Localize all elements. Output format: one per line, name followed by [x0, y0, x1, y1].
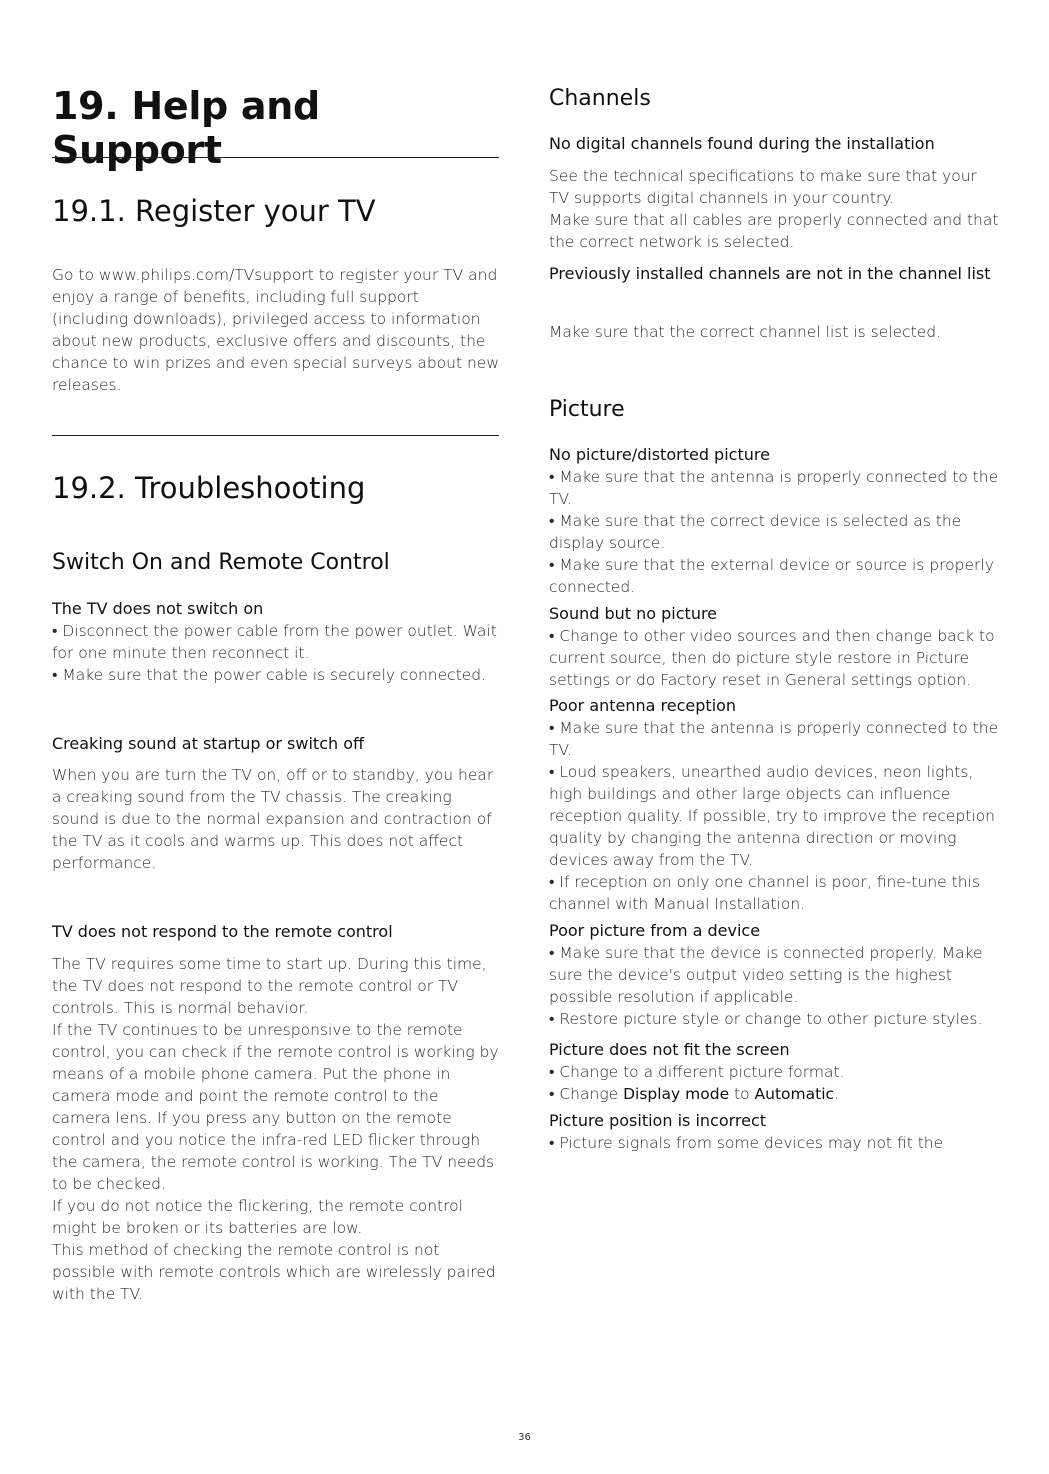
text: to: [729, 1085, 755, 1103]
not-fit-title: Picture does not fit the screen: [549, 1040, 790, 1059]
chapter-title: 19. Help and Support: [52, 84, 320, 172]
page-number: 36: [518, 1432, 531, 1443]
poor-antenna-title: Poor antenna reception: [549, 696, 737, 715]
list-item: • Make sure that the antenna is properly connected to the TV.: [549, 719, 999, 759]
prev-installed-title: Previously installed channels are not in the channel list: [549, 264, 991, 283]
no-digital-body: [549, 165, 999, 253]
term: Automatic: [754, 1085, 835, 1103]
text: .: [834, 1085, 839, 1103]
list-item: • Make sure that the device is connected properly. Make sure the device's output video setting is the highest possible resolution if applicable.: [549, 944, 983, 1006]
text: • Change: [549, 1085, 624, 1103]
no-digital-title: No digital channels found during the installation: [549, 134, 935, 153]
creaking-body: When you are turn the TV on, off or to standby, you hear a creaking sound from the TV chassis. The creaking sound is due to the normal expansion and contraction of the TV as it cools and warms up. This does not affect performance.: [52, 766, 494, 872]
poor-device-body: [549, 942, 999, 1030]
creaking-title: Creaking sound at startup or switch off: [52, 734, 365, 753]
list-item: • Picture signals from some devices may not fit the: [549, 1134, 944, 1152]
list-item: • If reception on only one channel is poor, fine-tune this channel with Manual Installation.: [549, 873, 980, 913]
remote-body: [52, 953, 499, 1305]
list-item: [549, 1083, 999, 1105]
channels-title: Channels: [549, 86, 651, 111]
not-switch-on-title: The TV does not switch on: [52, 599, 264, 618]
switch-section-title: Switch On and Remote Control: [52, 550, 390, 575]
sound-no-picture-title: Sound but no picture: [549, 604, 718, 623]
list-item: • Loud speakers, unearthed audio devices, neon lights, high buildings and other large objects can influence reception quality. If possible, try to improve the reception quality by changing the antenna direction or moving devices away from the TV.: [549, 763, 995, 869]
list-item: • Make sure that the power cable is securely connected.: [52, 666, 487, 684]
list-item: • Disconnect the power cable from the power outlet. Wait for one minute then reconnect it.: [52, 622, 497, 662]
divider: [52, 157, 499, 158]
paragraph: Make sure that all cables are properly connected and that the correct network is selected.: [549, 211, 999, 251]
no-picture-body: [549, 466, 999, 598]
poor-antenna-body: [549, 717, 999, 915]
prev-installed-body: Make sure that the correct channel list is selected.: [549, 323, 942, 341]
picture-title: Picture: [549, 397, 625, 422]
list-item: • Make sure that the antenna is properly connected to the TV.: [549, 468, 999, 508]
remote-title: TV does not respond to the remote control: [52, 922, 393, 941]
list-item: • Make sure that the external device or source is properly connected.: [549, 556, 994, 596]
paragraph: This method of checking the remote control is not possible with remote controls which are wirelessly paired with the TV.: [52, 1241, 496, 1303]
no-picture-title: No picture/distorted picture: [549, 445, 770, 464]
sound-no-picture-body: [549, 625, 999, 691]
paragraph: If the TV continues to be unresponsive to the remote control, you can check if the remote control is working by means of a mobile phone camera. Put the phone in camera mode and point the remote control to the camera lens. If you press any button on the remote control and you notice the infra-red LED flicker through the camera, the remote control is working. The TV needs to be checked.: [52, 1021, 499, 1193]
paragraph: The TV requires some time to start up. During this time, the TV does not respond to the remote control or TV controls. This is normal behavior.: [52, 955, 487, 1017]
list-item: • Restore picture style or change to other picture styles.: [549, 1010, 983, 1028]
list-item: • Change to other video sources and then change back to current source, then do picture style restore in Picture settings or do Factory reset in General settings option.: [549, 627, 995, 689]
register-body: Go to www.philips.com/TVsupport to register your TV and enjoy a range of benefits, including full support (including downloads), privileged access to information about new products, exclusive offers and discounts, the chance to win prizes and even special surveys about new releases.: [52, 266, 500, 394]
divider: [52, 435, 499, 436]
register-title: 19.1. Register your TV: [52, 194, 376, 228]
paragraph: See the technical specifications to make sure that your TV supports digital channels in your country.: [549, 167, 977, 207]
position-title: Picture position is incorrect: [549, 1111, 767, 1130]
position-body: [549, 1132, 999, 1154]
term: Display mode: [623, 1085, 730, 1103]
list-item: • Change to a different picture format.: [549, 1063, 845, 1081]
list-item: • Make sure that the correct device is selected as the display source.: [549, 512, 962, 552]
paragraph: If you do not notice the flickering, the remote control might be broken or its batteries are low.: [52, 1197, 463, 1237]
troubleshooting-title: 19.2. Troubleshooting: [52, 471, 366, 505]
poor-device-title: Poor picture from a device: [549, 921, 761, 940]
not-switch-on-body: [52, 620, 499, 686]
not-fit-body: [549, 1061, 999, 1105]
